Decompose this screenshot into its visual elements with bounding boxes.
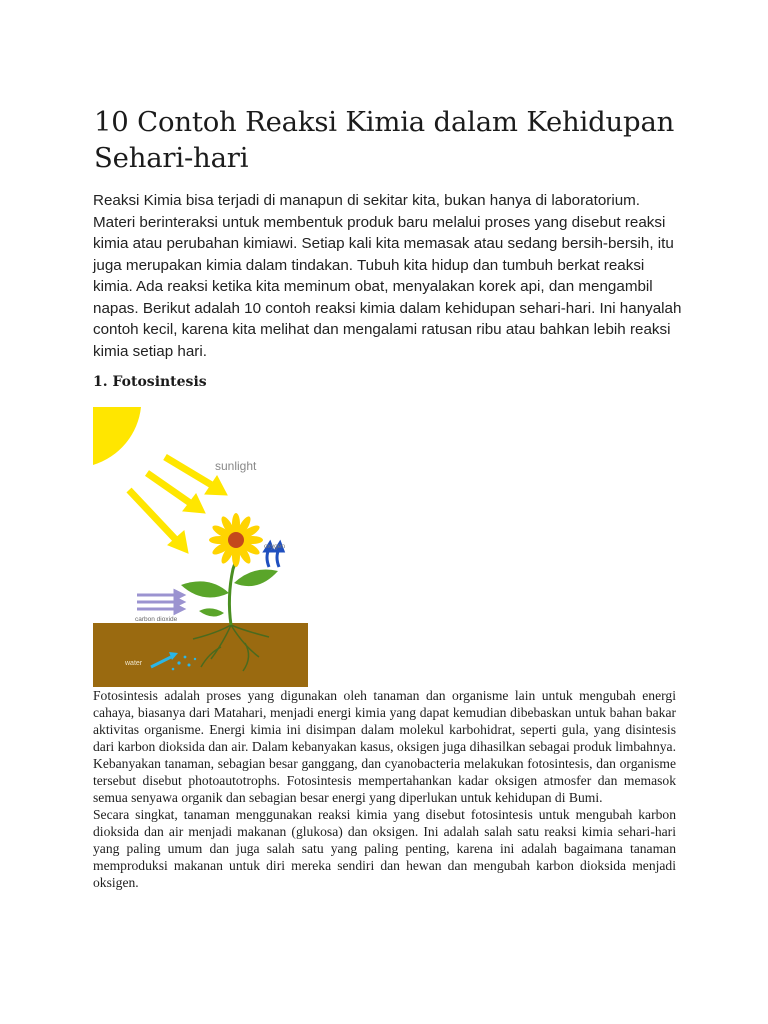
sun-shape xyxy=(93,407,141,465)
document-title: 10 Contoh Reaksi Kimia dalam Kehidupan Sehari-hari xyxy=(94,106,675,174)
intro-paragraph: Reaksi Kimia bisa terjadi di manapun di sekitar kita, bukan hanya di laboratorium. Materi berinteraksi untuk membentuk produk baru melalui proses yang disebut reaksi kimia atau perubahan kimiawi. Setiap kali kita memasak atau sedang bersih-bersih, itu juga merupakan kimia dalam tindakan. Tubuh kita hidup dan tumbuh berkat reaksi kimia. Ada reaksi ketika kita meminum obat, menyalakan korek api, dan mengambil napas. Berikut adalah 10 contoh reaksi kimia dalam kehidupan sehari-hari. Ini hanyalah contoh kecil, karena kita melihat dan mengalami ratusan ribu atau bahkan lebih reaksi kimia setiap hari. xyxy=(93,192,682,360)
section-body xyxy=(93,687,676,891)
soil-layer xyxy=(93,623,308,687)
section-heading-fotosintesis: 1. Fotosintesis xyxy=(93,374,207,390)
sun-icon xyxy=(93,407,141,465)
sunflower-icon xyxy=(209,513,263,567)
body-paragraph: Fotosintesis adalah proses yang digunakan oleh tanaman dan organisme lain untuk mengubah energi cahaya, biasanya dari Matahari, menjadi energi kimia yang dapat kemudian dibebaskan untuk bahan bakar aktivitas organisme. Energi kimia ini disimpan dalam molekul karbohidrat, seperti gula, yang disintesis dari karbon dioksida dan air. Dalam kebanyakan kasus, oksigen juga dihasilkan sebagai produk limbahnya. Kebanyakan tanaman, sebagian besar ganggang, dan cyanobacteria melakukan fotosintesis, dan organisme tersebut disebut photoautotrophs. Fotosintesis mempertahankan kadar oksigen atmosfer dan memasok semua senyawa organik dan sebagian besar energi yang diperlukan untuk kehidupan di Bumi. xyxy=(93,688,676,805)
carbon-dioxide-label: carbon dioxide xyxy=(135,616,178,623)
photosynthesis-illustration xyxy=(93,407,308,687)
sunlight-label: sunlight xyxy=(215,459,257,473)
leaf-small-icon xyxy=(199,608,224,616)
body-paragraph: Secara singkat, tanaman menggunakan reaksi kimia yang disebut fotosintesis untuk mengubah karbon dioksida dan air menjadi makanan (glukosa) dan oksigen. Ini adalah salah satu reaksi kimia sehari-hari yang paling umum dan juga salah satu yang paling penting, karena ini adalah bagaimana tanaman memproduksi makanan untuk diri mereka sendiri dan hewan dan mengubah karbon dioksida menjadi oksigen. xyxy=(93,807,676,890)
leaf-right-icon xyxy=(234,570,278,587)
carbon-dioxide-arrows-icon xyxy=(137,591,183,613)
water-label: water xyxy=(125,660,143,667)
oxygen-label: oxygen xyxy=(264,543,285,550)
leaf-left-icon xyxy=(181,581,229,597)
